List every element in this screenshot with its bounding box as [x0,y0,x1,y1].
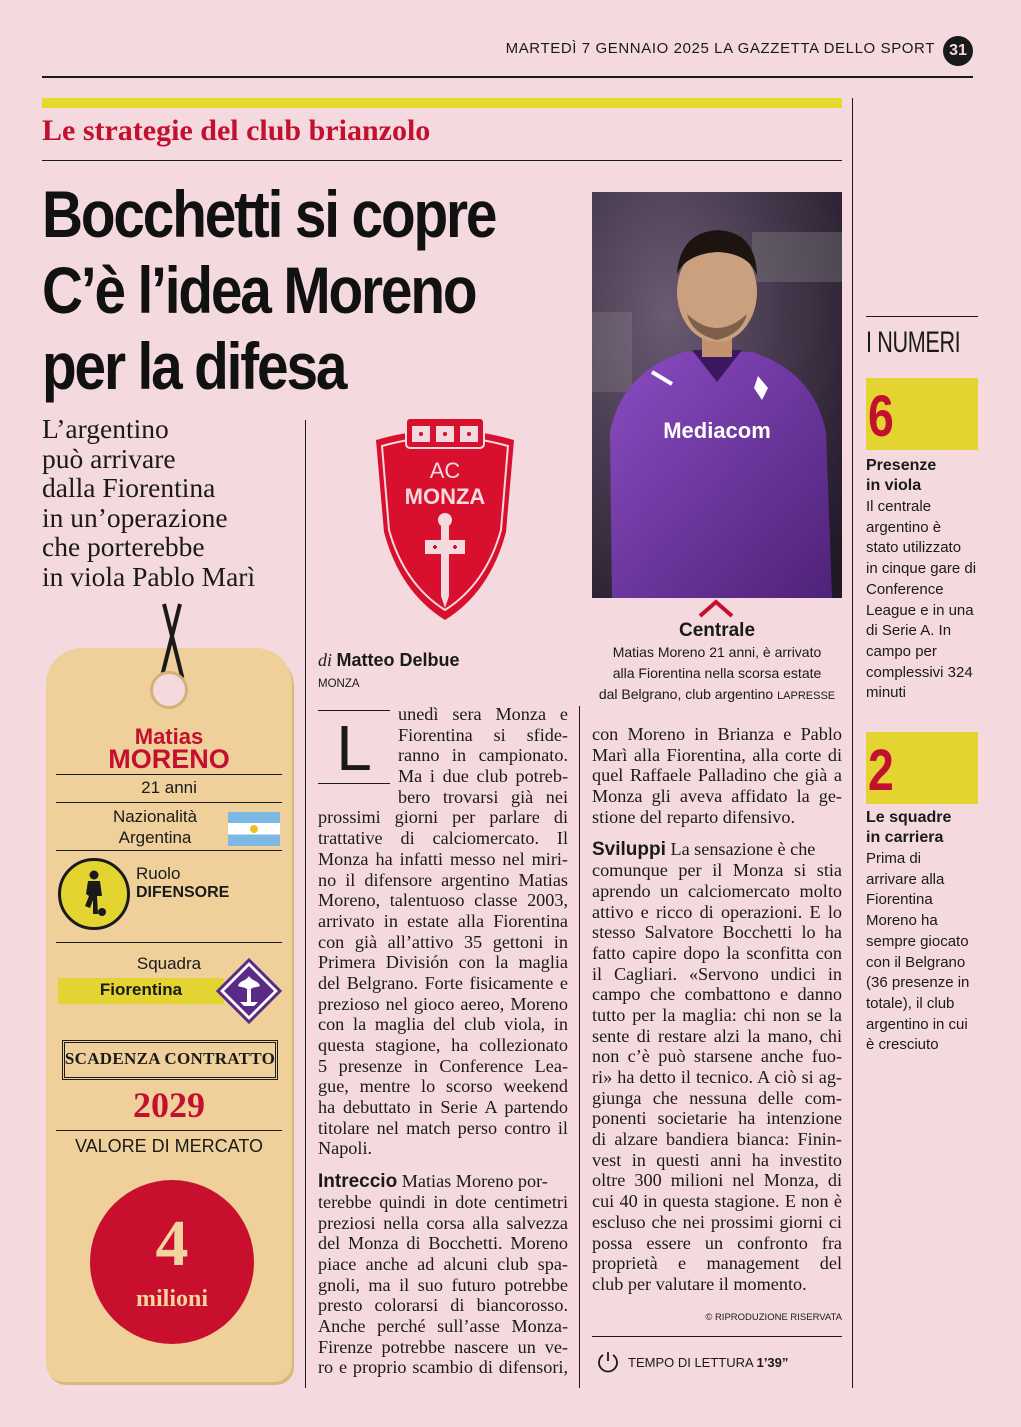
article-line: vest in questi anni ha investito [592,1149,842,1170]
article-line: ri» ha detto il tecnico. A ciò si ag- [592,1067,842,1087]
article-line: Primera División con la maglia [318,952,568,973]
player-photo [592,192,842,598]
number-description-line: Moreno ha [866,912,938,930]
section-bar [42,98,842,108]
number-heading-line: in carriera [866,829,944,846]
article-line: Monza gli aveva affidato la ge- [592,786,842,807]
reading-time [628,1355,788,1370]
article-line: gnoli, ma il suo futuro potrebbe [318,1274,568,1295]
article-line: ha debuttato in Serie A partendo [318,1097,568,1118]
article-line: club per valutare il momento. [592,1273,807,1294]
nationality-label: Nazionalità [112,807,198,826]
number-description-line: minuti [866,684,907,702]
article-line: proprietà e management del [592,1253,842,1274]
byline-author: Matteo Delbue [336,650,460,670]
article-line: terebbe quindi in dote centimetri [318,1191,568,1212]
article-line: Marì alla Fiorentina, alla corte di [592,744,842,765]
article-line: sente di restare alzi la mano, chi [592,1025,842,1046]
article-column-1 [318,704,568,1378]
photo-caption [592,642,842,707]
market-value-number: 4 [155,1207,189,1280]
article-line: prezioso nel gioco aereo, Moreno [318,993,568,1014]
article-line: fatto capire dopo la sconfitta con [592,942,842,963]
byline-prefix: di [318,650,333,670]
article-line: di alzare bandiera bianca: Finin- [592,1129,842,1150]
kicker-rule [42,160,842,161]
article-line: comunque per il Monza si stia [592,860,842,881]
number-description-line: in cinque gare di [866,560,977,578]
article-line: prossimi giorni per parlare di [318,807,568,828]
article-line: trattative di calciomercato. Il [318,828,568,849]
subheadline [42,414,304,591]
article-line-text: La sensazione è che [665,839,816,860]
number-heading [866,456,978,496]
article-line: Firenze potrebbe nascere un ve- [318,1336,568,1357]
article-line: giunga che nessuna delle com- [592,1087,842,1108]
number-description-line: complessivi 324 [866,663,973,681]
article-line: aprendo un calciomercato molto [592,880,842,901]
article-line: Fiorentina si sfide- [398,724,568,745]
tag-hole [150,671,188,709]
article-line [318,1171,568,1192]
article-line: 5 presenze in Conference Lea- [318,1055,568,1076]
article-line: presto colorarsi di biancorosso. [318,1295,568,1316]
article-line: campo che combattono e danno [592,984,842,1005]
copyright: © RIPRODUZIONE RISERVATA [705,1312,842,1323]
article-line [592,839,842,860]
headline-line: per la difesa [42,329,346,403]
article-line: del Monza di Bocchetti. Moreno [318,1233,568,1254]
headline-line: Bocchetti si copre [42,177,496,251]
numbers-title: I NUMERI [866,326,961,359]
shirt-sponsor-text: Mediacom [663,418,771,443]
subhead-line: dalla Fiorentina [42,472,216,503]
card-divider [56,942,282,943]
article-line-text: Matias Moreno por- [397,1171,548,1192]
number-description [866,497,978,704]
number-description-line: arrivare alla [866,870,945,888]
role-label: Ruolo [136,864,181,883]
article-line: questa stagione, ha collezionato [318,1035,568,1055]
header-rule [42,76,973,78]
card-divider [56,850,282,851]
article-line: Anche perché sull’asse Monza- [318,1315,568,1336]
crest-ac-text: AC [429,458,461,483]
column-rule [852,98,853,1388]
article-line: Ma i due club potreb- [398,766,568,787]
article-line: Monza ha infatti messo nel miri- [318,848,568,869]
caption-chevron-icon [696,598,736,618]
dropcap: L [336,712,372,784]
column-rule [305,420,306,1388]
article-line: escluso che nei prossimi giorni ci [592,1211,842,1232]
article-line: cui 40 in questa stagione. E non è [592,1191,842,1212]
article-column-2 [592,724,842,1295]
card-divider [56,802,282,803]
subhead-line: in viola Pablo Marì [42,560,256,592]
number-value: 6 [868,384,894,449]
article-line: unedì sera Monza e [398,704,568,724]
contract-label: SCADENZA CONTRATTO [64,1049,276,1068]
article-line: stione del reparto difensivo. [592,806,796,827]
article-line: ranno in campionato. [398,745,568,766]
article-line: no il difensore argentino Matias [318,869,568,890]
article-line: con la maglia del club viola, in [318,1014,568,1035]
reading-time-value: 1’39” [756,1355,789,1370]
player-last-name: MORENO [108,744,230,774]
headline [42,176,506,404]
byline [318,650,460,671]
running-head: MARTEDÌ 7 GENNAIO 2025 LA GAZZETTA DELLO SPORT [505,40,935,57]
photo-credit: LAPRESSE [777,690,836,702]
number-description-line: di Serie A. In [866,622,952,640]
nationality [100,806,210,848]
number-description-line: campo per [866,642,937,660]
article-line: piace anche ad alcuni club spa- [318,1253,568,1274]
reading-time-label: TEMPO DI LETTURA [628,1355,753,1370]
article-line: bero trovarsi già nei [398,786,568,807]
number-heading-line: Presenze [866,457,937,474]
article-line: gue, mentre lo scorso weekend [318,1076,568,1097]
article-line: ro e proprio scambio di difensori, [318,1357,568,1378]
caption-title: Centrale [678,620,756,641]
paragraph-head: Intreccio [318,1171,398,1193]
card-divider [56,1130,282,1131]
kicker: Le strategie del club brianzolo [42,114,431,147]
caption-line-text: dal Belgrano, club argentino [598,686,774,702]
player-age: 21 anni [141,778,197,797]
numbers-rule [866,316,978,317]
number-value: 2 [868,738,894,803]
number-description-line: Prima di [866,850,922,867]
reading-time-rule [592,1336,842,1337]
page-number: 31 [943,36,973,66]
card-divider [56,774,282,775]
number-description-line: sempre giocato [866,932,969,950]
article-line: arrivato in estate alla Fiorentina [318,910,568,931]
nationality-value: Argentina [118,828,192,847]
role-value: DIFENSORE [136,884,230,901]
article-line: Moreno, talentuoso classe 2003, [318,890,568,911]
number-heading-line: in viola [866,477,922,494]
market-value-label: VALORE DI MERCATO [74,1136,264,1156]
monza-crest-icon [370,412,520,624]
team-value: Fiorentina [99,980,183,999]
number-description-line: Conference [866,580,944,598]
subhead-line: L’argentino [42,413,169,444]
number-description-line: League e in una [866,601,974,619]
subhead-line: che porterebbe [42,531,205,562]
article-line: non c’è può starsene anche fuo- [592,1046,842,1067]
number-description-line: Il centrale [866,498,932,515]
market-value-unit: milioni [135,1286,208,1312]
fiorentina-logo-icon [216,958,282,1024]
article-line: preziosi nella corsa alla salvezza [318,1212,568,1233]
article-line: con già all’attivo 35 gettoni in [318,931,568,952]
article-line: quel Raffaele Palladino che già a [592,765,842,786]
number-heading-line: Le squadre [866,809,952,826]
number-description-line: (36 presenze in [866,974,970,992]
subhead-line: in un’operazione [42,501,228,533]
headline-line: C’è l’idea Moreno [42,253,476,327]
article-line: possa essere un confronto fra [592,1232,842,1253]
player-first-name: Matias [134,724,204,749]
dateline: MONZA [318,678,360,690]
caption-line [592,684,842,707]
clock-icon [596,1350,620,1374]
crest-name-text: MONZA [404,484,486,509]
number-description-line: con il Belgrano [866,953,966,971]
paragraph-gap [318,1159,568,1171]
paragraph-head: Sviluppi [592,839,666,861]
paragraph-gap [592,827,842,839]
number-description-line: argentino in cui [866,1015,968,1033]
caption-line: Matias Moreno 21 anni, è arrivato [612,644,822,660]
article-line: con Moreno in Brianza e Pablo [592,724,842,744]
article-line: del Belgrano. Forte fisicamente e [318,972,568,993]
number-description-line: totale), il club [866,994,955,1012]
number-description-line: argentino è [866,518,942,536]
article-line: tutto per la maglia: chi non se la [592,1004,842,1025]
column-rule [579,706,580,1388]
caption-line: alla Fiorentina nella scorsa estate [612,665,822,681]
number-description-line: è cresciuto [866,1036,939,1054]
article-line: Napoli. [318,1138,373,1159]
number-description [866,849,978,1056]
flag-sun-icon [250,825,258,833]
article-line: attivo e ricco di operazioni. E lo [592,901,842,922]
article-line: titolare nel match perso contro il [318,1117,568,1138]
footballer-figure-icon [80,870,108,918]
number-description-line: stato utilizzato [866,539,962,557]
number-heading [866,808,978,848]
number-description-line: Fiorentina [866,891,933,909]
article-line: ponenti societarie ha intenzione [592,1108,842,1129]
contract-year: 2029 [133,1085,205,1125]
article-line: stesso Salvatore Bocchetti lo ha [592,922,842,943]
article-line: il Cagliari. «Servono undici in [592,963,842,984]
article-line: oltre 300 milioni nel Monza, di [592,1170,842,1191]
subhead-line: può arrivare [42,442,176,474]
team-label: Squadra [136,954,202,973]
